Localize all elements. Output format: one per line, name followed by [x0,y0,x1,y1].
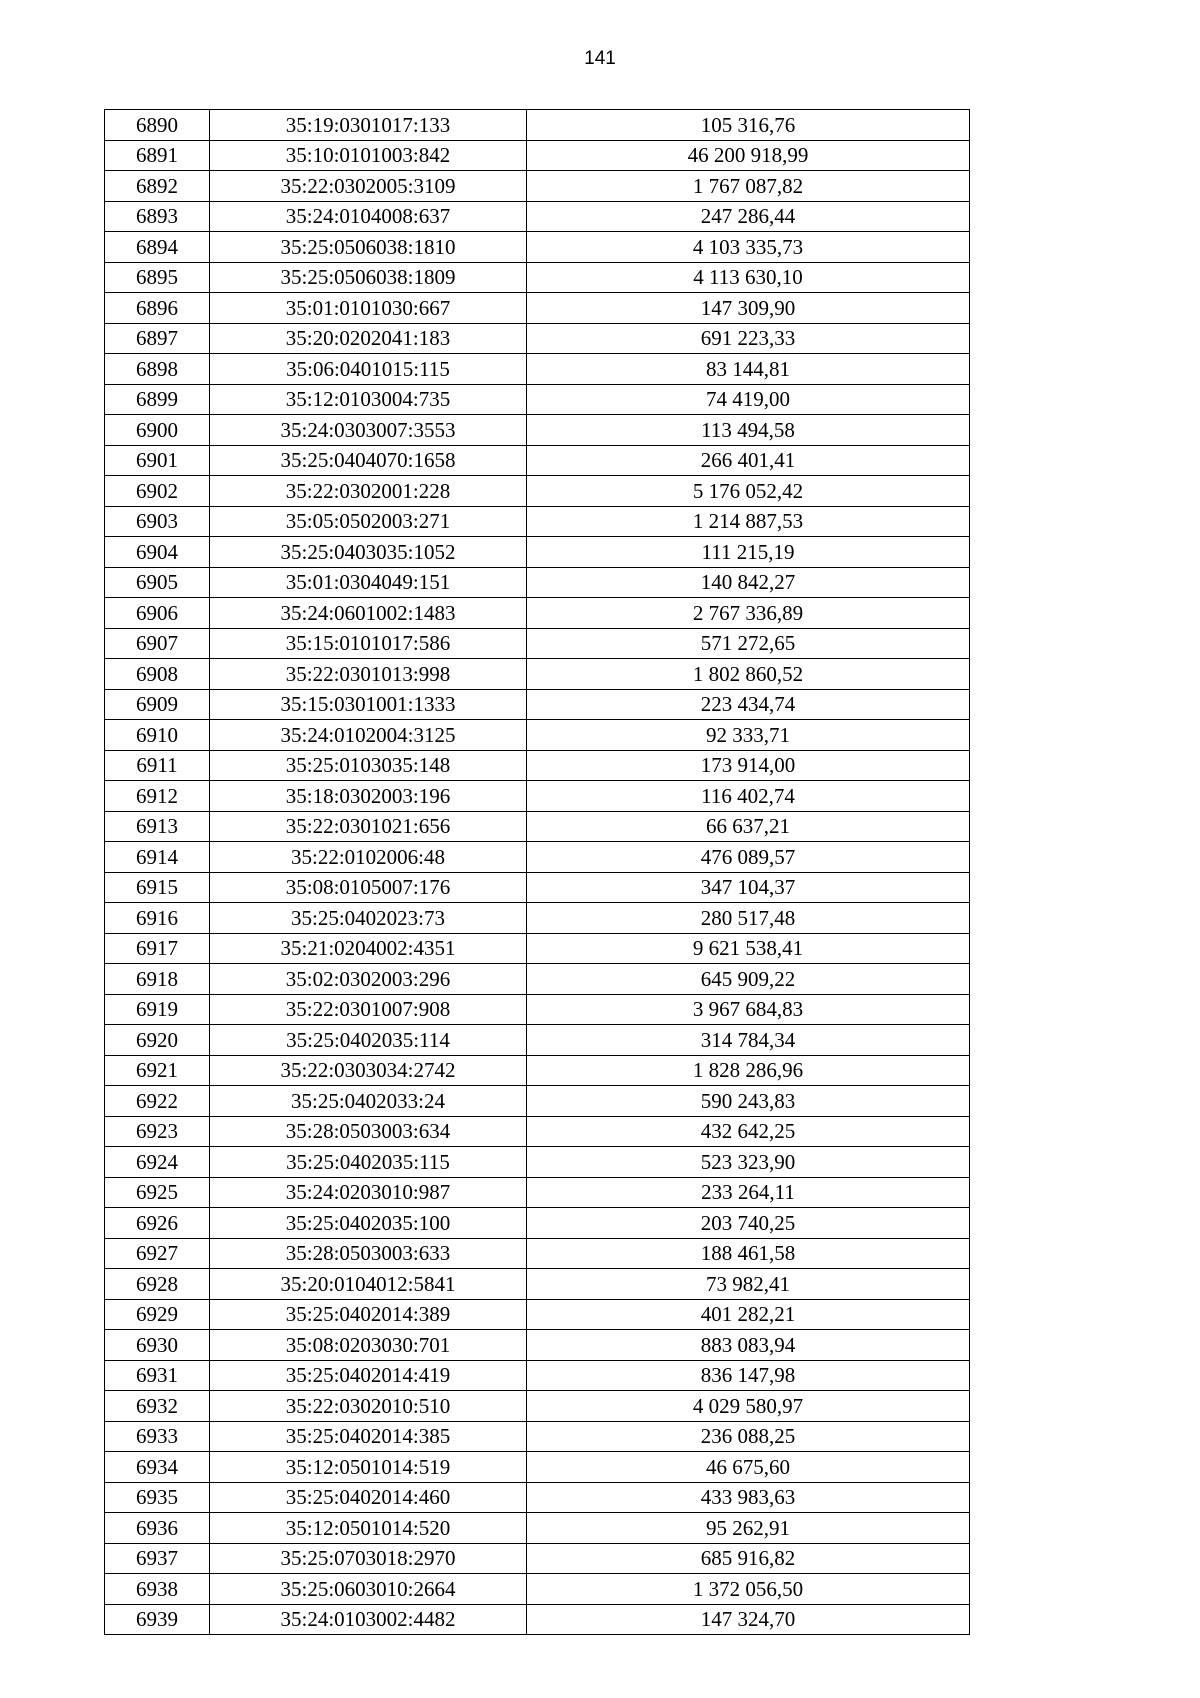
row-number-cell: 6904 [105,537,210,568]
row-number-cell: 6921 [105,1055,210,1086]
value-cell: 4 103 335,73 [527,232,970,263]
value-cell: 147 309,90 [527,293,970,324]
row-number-cell: 6895 [105,262,210,293]
value-cell: 188 461,58 [527,1238,970,1269]
table-row [105,1086,970,1117]
cadastral-number-cell: 35:20:0202041:183 [210,323,527,354]
value-cell: 1 372 056,50 [527,1574,970,1605]
cadastral-number-cell: 35:19:0301017:133 [210,110,527,141]
value-cell: 46 675,60 [527,1452,970,1483]
table-row [105,1360,970,1391]
table-row [105,659,970,690]
table-row [105,903,970,934]
row-number-cell: 6936 [105,1513,210,1544]
value-cell: 476 089,57 [527,842,970,873]
cadastral-number-cell: 35:25:0402014:385 [210,1421,527,1452]
cadastral-number-cell: 35:24:0303007:3553 [210,415,527,446]
cadastral-number-cell: 35:08:0105007:176 [210,872,527,903]
value-cell: 9 621 538,41 [527,933,970,964]
cadastral-number-cell: 35:10:0101003:842 [210,140,527,171]
table-row [105,689,970,720]
value-cell: 4 029 580,97 [527,1391,970,1422]
table-row [105,1421,970,1452]
cadastral-number-cell: 35:22:0303034:2742 [210,1055,527,1086]
table-row [105,781,970,812]
table-row [105,842,970,873]
row-number-cell: 6924 [105,1147,210,1178]
row-number-cell: 6928 [105,1269,210,1300]
table-row [105,476,970,507]
row-number-cell: 6927 [105,1238,210,1269]
value-cell: 203 740,25 [527,1208,970,1239]
value-cell: 314 784,34 [527,1025,970,1056]
row-number-cell: 6930 [105,1330,210,1361]
cadastral-number-cell: 35:12:0501014:520 [210,1513,527,1544]
table-row [105,1604,970,1635]
value-cell: 4 113 630,10 [527,262,970,293]
cadastral-number-cell: 35:24:0104008:637 [210,201,527,232]
row-number-cell: 6901 [105,445,210,476]
cadastral-number-cell: 35:22:0301013:998 [210,659,527,690]
table-row [105,323,970,354]
cadastral-number-cell: 35:12:0103004:735 [210,384,527,415]
registry-table [104,109,970,1635]
cadastral-number-cell: 35:25:0703018:2970 [210,1543,527,1574]
cadastral-number-cell: 35:25:0402023:73 [210,903,527,934]
row-number-cell: 6920 [105,1025,210,1056]
value-cell: 116 402,74 [527,781,970,812]
cadastral-number-cell: 35:08:0203030:701 [210,1330,527,1361]
value-cell: 113 494,58 [527,415,970,446]
cadastral-number-cell: 35:25:0402035:114 [210,1025,527,1056]
value-cell: 883 083,94 [527,1330,970,1361]
table-row [105,201,970,232]
table-row [105,293,970,324]
value-cell: 1 767 087,82 [527,171,970,202]
value-cell: 401 282,21 [527,1299,970,1330]
cadastral-number-cell: 35:22:0302001:228 [210,476,527,507]
row-number-cell: 6912 [105,781,210,812]
cadastral-number-cell: 35:24:0601002:1483 [210,598,527,629]
value-cell: 266 401,41 [527,445,970,476]
cadastral-number-cell: 35:25:0402033:24 [210,1086,527,1117]
cadastral-number-cell: 35:01:0101030:667 [210,293,527,324]
table-row [105,994,970,1025]
cadastral-number-cell: 35:25:0402035:115 [210,1147,527,1178]
cadastral-number-cell: 35:25:0103035:148 [210,750,527,781]
value-cell: 523 323,90 [527,1147,970,1178]
value-cell: 236 088,25 [527,1421,970,1452]
table-row [105,1116,970,1147]
cadastral-number-cell: 35:25:0404070:1658 [210,445,527,476]
value-cell: 685 916,82 [527,1543,970,1574]
cadastral-number-cell: 35:15:0301001:1333 [210,689,527,720]
row-number-cell: 6929 [105,1299,210,1330]
row-number-cell: 6905 [105,567,210,598]
value-cell: 247 286,44 [527,201,970,232]
cadastral-number-cell: 35:22:0302005:3109 [210,171,527,202]
table-row [105,1513,970,1544]
table-row [105,1147,970,1178]
table-row [105,1482,970,1513]
table-row [105,384,970,415]
row-number-cell: 6919 [105,994,210,1025]
cadastral-number-cell: 35:21:0204002:4351 [210,933,527,964]
row-number-cell: 6922 [105,1086,210,1117]
value-cell: 111 215,19 [527,537,970,568]
value-cell: 347 104,37 [527,872,970,903]
value-cell: 147 324,70 [527,1604,970,1635]
cadastral-number-cell: 35:28:0503003:634 [210,1116,527,1147]
table-row [105,1208,970,1239]
row-number-cell: 6894 [105,232,210,263]
cadastral-number-cell: 35:01:0304049:151 [210,567,527,598]
row-number-cell: 6899 [105,384,210,415]
row-number-cell: 6925 [105,1177,210,1208]
row-number-cell: 6931 [105,1360,210,1391]
table-row [105,1238,970,1269]
cadastral-number-cell: 35:25:0402035:100 [210,1208,527,1239]
table-row [105,964,970,995]
row-number-cell: 6909 [105,689,210,720]
table-row [105,811,970,842]
row-number-cell: 6939 [105,1604,210,1635]
row-number-cell: 6892 [105,171,210,202]
table-row [105,1391,970,1422]
table-row [105,933,970,964]
table-row [105,415,970,446]
table-row [105,1177,970,1208]
table-row [105,171,970,202]
cadastral-number-cell: 35:25:0506038:1810 [210,232,527,263]
cadastral-number-cell: 35:20:0104012:5841 [210,1269,527,1300]
table-row [105,567,970,598]
table-row [105,110,970,141]
cadastral-number-cell: 35:22:0301021:656 [210,811,527,842]
table-row [105,1055,970,1086]
table-row [105,1543,970,1574]
row-number-cell: 6917 [105,933,210,964]
table-row [105,232,970,263]
cadastral-number-cell: 35:24:0102004:3125 [210,720,527,751]
value-cell: 571 272,65 [527,628,970,659]
value-cell: 1 828 286,96 [527,1055,970,1086]
value-cell: 223 434,74 [527,689,970,720]
table-row [105,1452,970,1483]
row-number-cell: 6903 [105,506,210,537]
row-number-cell: 6923 [105,1116,210,1147]
row-number-cell: 6916 [105,903,210,934]
table-row [105,506,970,537]
value-cell: 836 147,98 [527,1360,970,1391]
value-cell: 95 262,91 [527,1513,970,1544]
cadastral-number-cell: 35:25:0402014:389 [210,1299,527,1330]
cadastral-number-cell: 35:25:0506038:1809 [210,262,527,293]
table-body [105,110,970,1635]
cadastral-number-cell: 35:12:0501014:519 [210,1452,527,1483]
cadastral-number-cell: 35:25:0603010:2664 [210,1574,527,1605]
table-row [105,140,970,171]
cadastral-number-cell: 35:05:0502003:271 [210,506,527,537]
cadastral-number-cell: 35:22:0302010:510 [210,1391,527,1422]
table-row [105,750,970,781]
value-cell: 280 517,48 [527,903,970,934]
row-number-cell: 6908 [105,659,210,690]
table-row [105,872,970,903]
table-row [105,445,970,476]
value-cell: 1 802 860,52 [527,659,970,690]
table-row [105,262,970,293]
row-number-cell: 6902 [105,476,210,507]
cadastral-number-cell: 35:15:0101017:586 [210,628,527,659]
value-cell: 2 767 336,89 [527,598,970,629]
cadastral-number-cell: 35:25:0402014:419 [210,1360,527,1391]
value-cell: 105 316,76 [527,110,970,141]
row-number-cell: 6906 [105,598,210,629]
value-cell: 645 909,22 [527,964,970,995]
cadastral-number-cell: 35:28:0503003:633 [210,1238,527,1269]
row-number-cell: 6938 [105,1574,210,1605]
value-cell: 83 144,81 [527,354,970,385]
cadastral-number-cell: 35:24:0103002:4482 [210,1604,527,1635]
value-cell: 691 223,33 [527,323,970,354]
row-number-cell: 6933 [105,1421,210,1452]
page-number: 141 [584,48,616,69]
table-row [105,598,970,629]
row-number-cell: 6896 [105,293,210,324]
value-cell: 46 200 918,99 [527,140,970,171]
value-cell: 5 176 052,42 [527,476,970,507]
row-number-cell: 6907 [105,628,210,659]
cadastral-number-cell: 35:25:0403035:1052 [210,537,527,568]
row-number-cell: 6890 [105,110,210,141]
row-number-cell: 6900 [105,415,210,446]
row-number-cell: 6926 [105,1208,210,1239]
row-number-cell: 6897 [105,323,210,354]
value-cell: 140 842,27 [527,567,970,598]
table-row [105,1330,970,1361]
cadastral-number-cell: 35:22:0301007:908 [210,994,527,1025]
table-row [105,1299,970,1330]
value-cell: 590 243,83 [527,1086,970,1117]
row-number-cell: 6911 [105,750,210,781]
value-cell: 92 333,71 [527,720,970,751]
row-number-cell: 6935 [105,1482,210,1513]
value-cell: 1 214 887,53 [527,506,970,537]
table-row [105,720,970,751]
row-number-cell: 6937 [105,1543,210,1574]
value-cell: 233 264,11 [527,1177,970,1208]
cadastral-number-cell: 35:06:0401015:115 [210,354,527,385]
row-number-cell: 6914 [105,842,210,873]
table-row [105,1574,970,1605]
cadastral-number-cell: 35:02:0302003:296 [210,964,527,995]
row-number-cell: 6932 [105,1391,210,1422]
cadastral-number-cell: 35:24:0203010:987 [210,1177,527,1208]
value-cell: 73 982,41 [527,1269,970,1300]
value-cell: 173 914,00 [527,750,970,781]
value-cell: 74 419,00 [527,384,970,415]
table-row [105,628,970,659]
row-number-cell: 6891 [105,140,210,171]
row-number-cell: 6913 [105,811,210,842]
table-row [105,537,970,568]
row-number-cell: 6918 [105,964,210,995]
value-cell: 433 983,63 [527,1482,970,1513]
value-cell: 3 967 684,83 [527,994,970,1025]
row-number-cell: 6910 [105,720,210,751]
row-number-cell: 6893 [105,201,210,232]
cadastral-number-cell: 35:18:0302003:196 [210,781,527,812]
cadastral-number-cell: 35:22:0102006:48 [210,842,527,873]
table-row [105,354,970,385]
row-number-cell: 6934 [105,1452,210,1483]
value-cell: 432 642,25 [527,1116,970,1147]
value-cell: 66 637,21 [527,811,970,842]
row-number-cell: 6915 [105,872,210,903]
table-row [105,1025,970,1056]
table-row [105,1269,970,1300]
row-number-cell: 6898 [105,354,210,385]
cadastral-number-cell: 35:25:0402014:460 [210,1482,527,1513]
